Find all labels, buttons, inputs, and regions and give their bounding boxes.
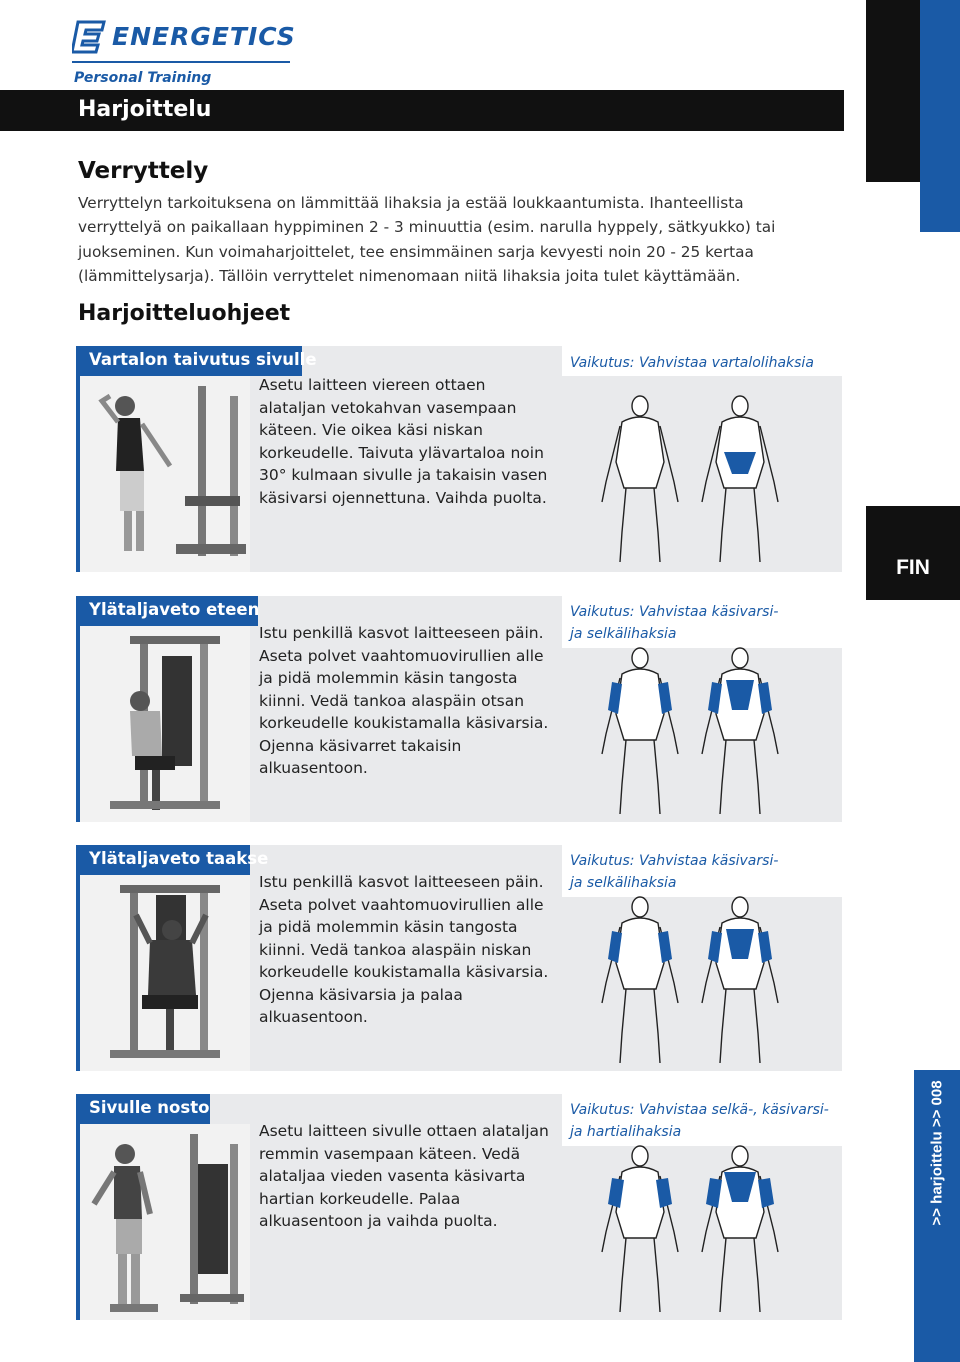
section-tab-label bbox=[929, 1156, 946, 1226]
effect-label: Vaikutus: Vahvistaa käsivarsi- bbox=[570, 853, 779, 869]
brand-logo bbox=[72, 18, 296, 86]
effect-label-line2: ja selkälihaksia bbox=[570, 875, 677, 891]
guide-heading: Harjoitteluohjeet bbox=[78, 301, 291, 326]
language-label: FIN bbox=[896, 556, 930, 579]
side-bar-black-top bbox=[866, 0, 920, 182]
exercise-photo-lat-pulldown-front bbox=[80, 626, 250, 822]
page-title: Harjoittelu bbox=[78, 97, 212, 122]
warmup-heading: Verryttely bbox=[78, 158, 209, 184]
exercise-description: Istu penkillä kasvot laitteeseen päin. Aseta polvet vaahtomuovirullien alle ja pidä molemmin käsin tangosta kiinni. Vedä tankoa alaspäin otsan korkeudelle koukistamalla käsivarsia. Ojenna käsivarret takaisin alkuasentoon. bbox=[259, 624, 549, 777]
muscle-chart-icon bbox=[598, 392, 788, 570]
exercise-title: Ylätaljaveto eteen bbox=[76, 596, 258, 626]
exercise-description: Istu penkillä kasvot laitteeseen päin. Aseta polvet vaahtomuovirullien alle ja pidä molemmin käsin tangosta kiinni. Vedä tankoa alaspäin niskan korkeudelle koukistamalla käsivarsia. Ojenna käsivarsia ja palaa alkuasentoon. bbox=[259, 873, 549, 1026]
effect-label: Vaikutus: Vahvistaa vartalolihaksia bbox=[570, 355, 814, 371]
exercise-title: Vartalon taivutus sivulle bbox=[76, 346, 302, 376]
exercise-photo-lat-pulldown-behind bbox=[80, 875, 250, 1071]
muscle-chart-icon bbox=[598, 893, 788, 1071]
effect-label: Vaikutus: Vahvistaa käsivarsi- bbox=[570, 604, 779, 620]
energetics-logo-icon bbox=[72, 20, 106, 54]
side-bar-blue-top bbox=[920, 0, 960, 232]
brand-subtitle: Personal Training bbox=[74, 70, 212, 86]
effect-label-line2: ja selkälihaksia bbox=[570, 626, 677, 642]
logo-divider bbox=[72, 61, 290, 63]
exercise-description: Asetu laitteen viereen ottaen alataljan vetokahvan vasempaan käteen. Vie oikea käsi niskan korkeudelle. Taivuta ylävartaloa noin 30° kulmaan sivulle ja takaisin vasen käsivarsi ojennettuna. Vaihda puolta. bbox=[259, 376, 548, 507]
language-tab bbox=[866, 506, 960, 600]
warmup-paragraph: Verryttelyn tarkoituksena on lämmittää lihaksia ja estää loukkaantumista. Ihanteellista verryttelyä on paikallaan hyppiminen 2 - 3 minuuttia (esim. narulla hyppely, sätkyukko) tai juokseminen. Kun voimaharjoittelet, tee ensimmäinen sarja kevyesti noin 20 - 25 kertaa (lämmittelysarja). Tällöin verryttelet nimenomaan niitä lihaksia joita tulet käyttämään. bbox=[78, 194, 776, 285]
brand-name: ENERGETICS bbox=[112, 22, 296, 51]
exercise-photo-side-bend bbox=[80, 376, 250, 572]
exercise-title: Sivulle nosto bbox=[76, 1094, 210, 1124]
muscle-chart-icon bbox=[598, 1142, 788, 1320]
exercise-title: Ylätaljaveto taakse bbox=[76, 845, 250, 875]
exercise-photo-lateral-raise bbox=[80, 1124, 250, 1320]
effect-label-line2: ja hartialihaksia bbox=[570, 1124, 682, 1140]
effect-label: Vaikutus: Vahvistaa selkä-, käsivarsi- bbox=[570, 1102, 829, 1118]
exercise-description: Asetu laitteen sivulle ottaen alataljan remmin vasempaan käteen. Vedä alataljaa vieden vasenta käsivarta hartian korkeudelle. Palaa alkuasentoon ja vaihda puolta. bbox=[259, 1122, 549, 1230]
muscle-chart-icon bbox=[598, 644, 788, 822]
